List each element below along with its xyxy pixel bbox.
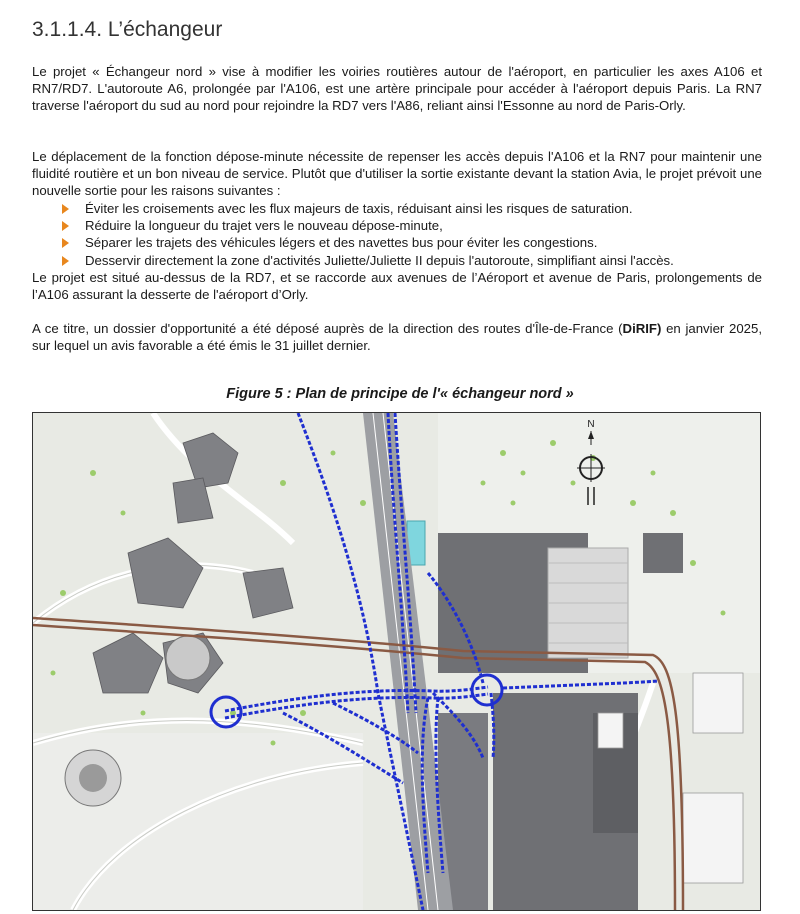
paragraph-project-intro: Le projet « Échangeur nord » vise à modifier les voiries routières autour de l'aéroport, en particulier les axes A106 et RN7/RD7. L'autoroute A6, prolongée par l'A106, est une artère principale pour accéder à l'aéroport depuis Paris. La RN7 traverse l'aéroport du sud au nord pour rejoindre la RD7 vers l'A86, reliant ainsi l'Essonne au nord de Paris-Orly. — [32, 64, 762, 114]
paragraph-dirif-status: A ce titre, un dossier d'opportunité a été déposé auprès de la direction des routes d'Île-de-France (DiRIF) en janvier 2025, sur lequel un avis favorable a été émis le 31 juillet dernier. — [32, 321, 763, 354]
paragraph-location: Le projet est situé au-dessus de la RD7, et se raccorde aux avenues de l’Aéroport et avenue de Paris, prolongements de l’A106 assurant la desserte de l'aéroport d’Orly. — [32, 270, 762, 303]
bullet-arrow-icon — [62, 204, 69, 214]
list-item: Séparer les trajets des véhicules légers et des navettes bus pour éviter les congestions. — [60, 234, 760, 251]
paragraph-access-rationale: Le déplacement de la fonction dépose-minute nécessite de repenser les accès depuis l'A106 et la RN7 pour maintenir une fluidité routière et un bon niveau de service. Plutôt que d'utiliser la sortie existante devant la station Avia, le projet prévoit une nouvelle sortie pour les raisons suivantes : — [32, 149, 762, 199]
reasons-list — [60, 200, 760, 269]
bullet-arrow-icon — [62, 221, 69, 231]
dirif-acronym: DiRIF) — [622, 321, 662, 336]
svg-text:N: N — [587, 419, 595, 430]
map-drawing — [33, 413, 760, 910]
bullet-arrow-icon — [62, 256, 69, 266]
list-item: Éviter les croisements avec les flux majeurs de taxis, réduisant ainsi les risques de saturation. — [60, 200, 760, 217]
bullet-arrow-icon — [62, 238, 69, 248]
figure-caption: Figure 5 : Plan de principe de l'« échangeur nord » — [226, 386, 574, 402]
interchange-plan-map — [32, 412, 761, 911]
list-item: Desservir directement la zone d'activités Juliette/Juliette II depuis l'autoroute, simplifiant ainsi l'accès. — [60, 252, 760, 269]
section-heading: 3.1.1.4. L’échangeur — [32, 18, 223, 41]
list-item: Réduire la longueur du trajet vers le nouveau dépose-minute, — [60, 217, 760, 234]
